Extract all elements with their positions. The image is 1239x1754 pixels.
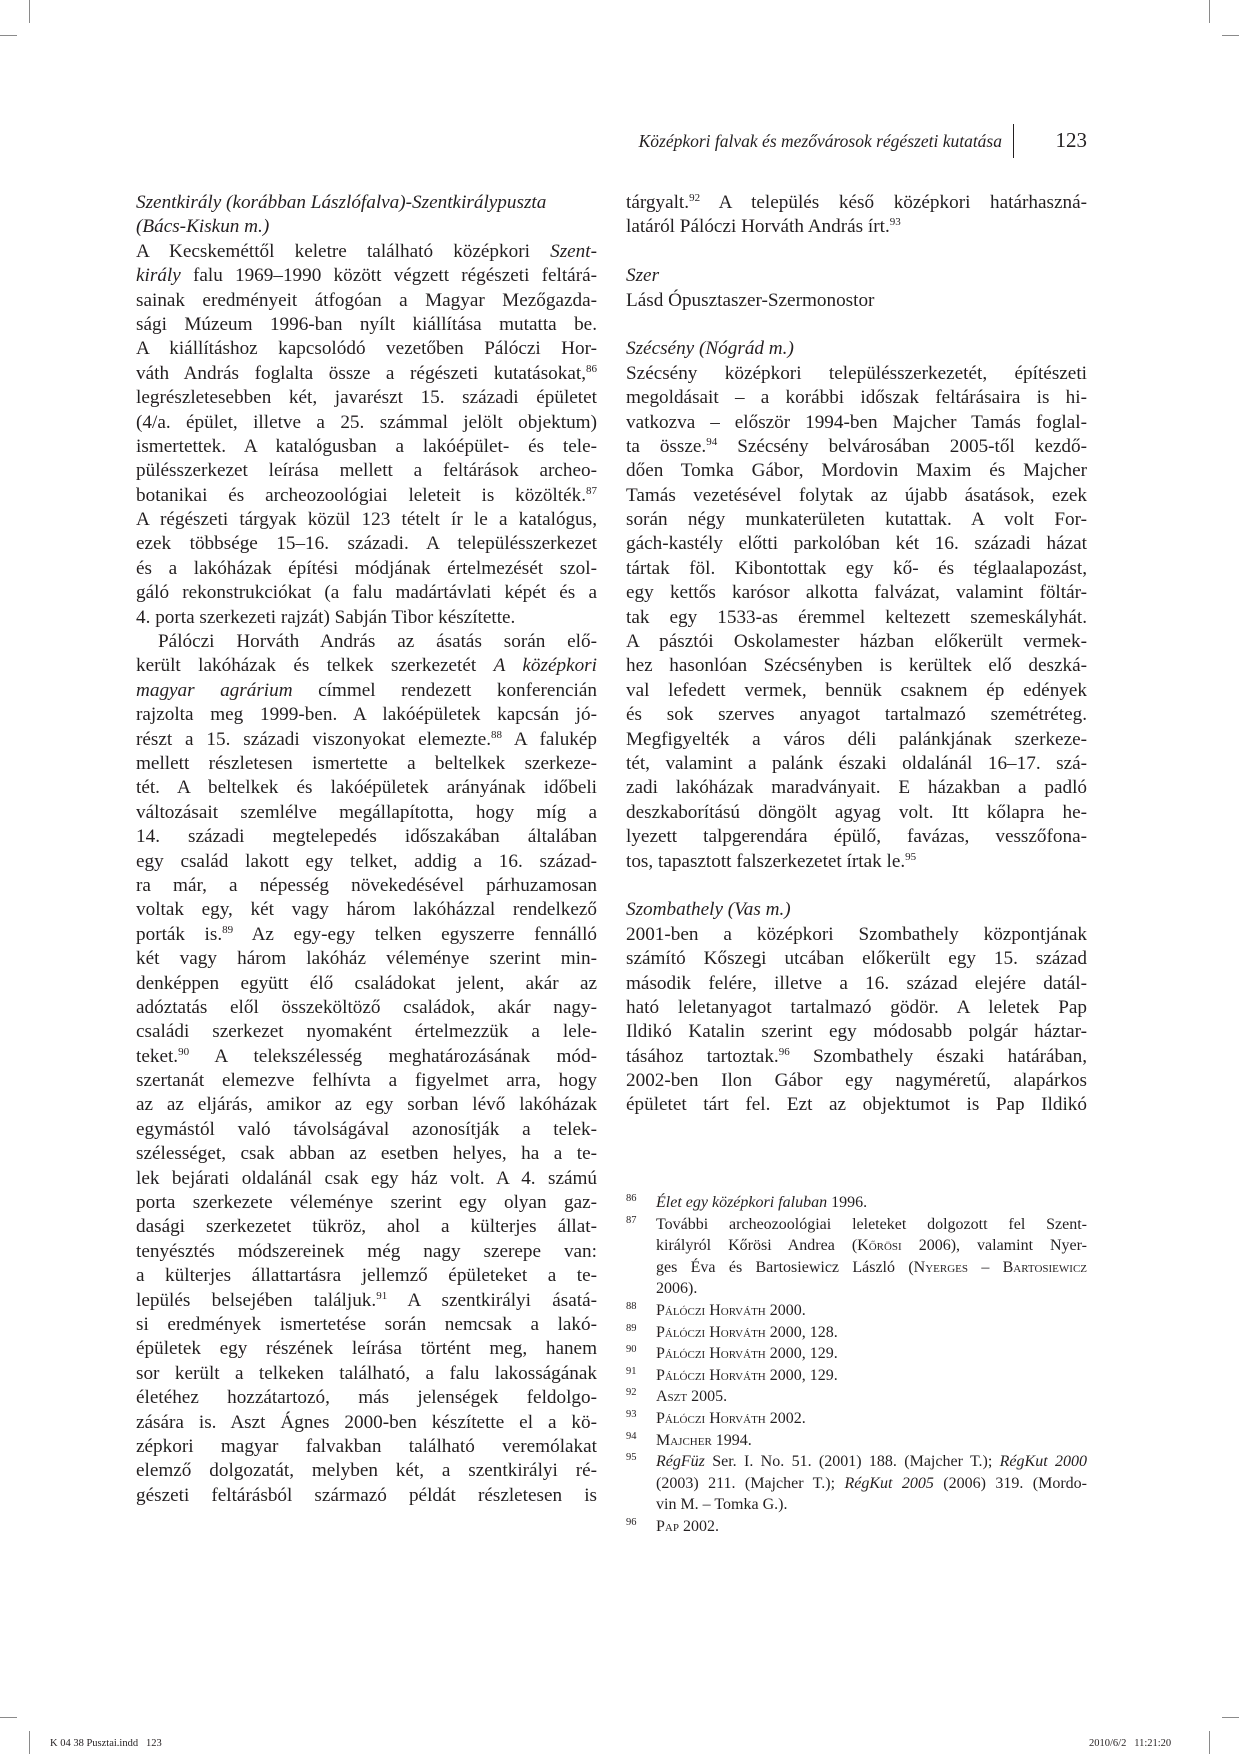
footnote-line: Pap 2002. — [656, 1517, 719, 1535]
text-line: gách-kastély előtti parkolóban két 16. századi házat — [626, 533, 1087, 555]
text-line: Szécsény középkori településszerkezetét, építészeti — [626, 362, 1087, 384]
header-divider — [1013, 124, 1014, 158]
footnote-line: Pálóczi Horváth 2000, 128. — [656, 1323, 838, 1341]
footnote-reference: 94 — [706, 435, 718, 448]
footnote-number: 92 — [626, 1387, 637, 1399]
text-line: tos, tapasztott falszerkezetet írtak le.$^{95}$ — [626, 850, 917, 872]
text-line: lepülés belsejében találjuk.$^{91}$ A szentkirályi ásatá- — [136, 1289, 597, 1311]
text-line: ta össze.$^{94}$ Szécsény belvárosában 2005-től kezdő- — [626, 435, 1087, 457]
section-heading: Szombathely (Vas m.) — [626, 899, 791, 921]
footnote-number: 86 — [626, 1193, 637, 1204]
text-line: mellett részletesen ismertette a beltelkek szerkeze- — [136, 752, 597, 774]
left-column — [136, 191, 597, 1508]
italic-title: Szent- — [550, 240, 597, 262]
footnote-reference: 96 — [778, 1045, 790, 1058]
footnote — [626, 1408, 1087, 1430]
text-line: dően Tomka Gábor, Mordovin Maxim és Majcher — [626, 460, 1087, 482]
italic-title: A középkori — [493, 655, 597, 677]
text-line: során négy munkaterületen kutattak. A volt For- — [626, 509, 1087, 531]
footnote-reference: 92 — [689, 192, 701, 204]
text-line: ra már, a népesség növekedésével párhuzamosan — [136, 874, 597, 896]
text-line: életéhez hozzátartozó, más jelenségek feldolgo- — [136, 1387, 597, 1409]
footnote-number: 91 — [626, 1365, 637, 1377]
footnote-reference: 93 — [889, 216, 901, 229]
body-text — [136, 240, 597, 1508]
footnote — [626, 1300, 1087, 1322]
text-line: A pásztói Oskolamester házban előkerült vermek- — [626, 631, 1087, 653]
italic-title: RégFüz — [656, 1453, 705, 1471]
section-heading: Szécsény (Nógrád m.) — [626, 338, 794, 360]
text-line: és a lakóházak építési módjának értelmezését szol- — [136, 557, 597, 579]
footnote-line: Majcher 1994. — [656, 1431, 752, 1449]
footnote-line: Élet egy középkori faluban 1996. — [656, 1194, 868, 1211]
crop-mark — [1209, 0, 1210, 23]
text-line: tárgyalt.$^{92}$ A település késő középkori határhaszná- — [626, 192, 1087, 213]
text-line: sági Múzeum 1996-ban nyílt kiállítása mutatta be. — [136, 313, 597, 335]
author-name: Aszt — [656, 1388, 688, 1406]
author-name: Pálóczi Horváth — [656, 1323, 766, 1341]
text-line: tét, valamint a palánk északi oldalánál 16–17. szá- — [626, 752, 1087, 774]
text-line: Megfigyelték a város déli palánkjának szerkeze- — [626, 728, 1087, 750]
crop-mark — [1209, 1731, 1210, 1754]
footnote-reference: 87 — [586, 484, 597, 497]
italic-title: Élet egy középkori faluban — [656, 1194, 828, 1211]
slug-filename: K 04 38 Pusztai.indd 123 — [50, 1738, 162, 1749]
text-line: pülésszerkezet leírása mellett a feltárások archeo- — [136, 460, 597, 482]
text-line: épületet tárt fel. Ezt az objektumot is Pap Ildikó — [626, 1094, 1087, 1116]
footnote-number: 90 — [626, 1344, 637, 1356]
running-title: Középkori falvak és mezővárosok régészeti kutatása — [638, 131, 1002, 151]
text-line: dasági szerkezetet tükröz, ahol a külterjes állat- — [136, 1216, 597, 1238]
author-name: Pálóczi Horváth — [656, 1301, 766, 1319]
text-line: gáló rekonstrukciókat (a falu madártávlati képét és a — [136, 582, 597, 604]
text-line: egy család lakott egy telket, addig a 16. század- — [136, 850, 597, 872]
text-line: ismertettek. A katalógusban a lakóépület- és tele- — [136, 435, 597, 457]
right-column — [626, 191, 1087, 1118]
author-name: Kőrösi — [857, 1237, 902, 1255]
text-line: Tamás vezetésével folytak az újabb ásatások, ezek — [626, 484, 1087, 506]
footnote-line: Pálóczi Horváth 2000. — [656, 1301, 806, 1319]
text-line: zépkori magyar falvakban található veremólakat — [136, 1435, 597, 1457]
italic-title: magyar agrárium — [136, 679, 293, 701]
footnote-number: 93 — [626, 1408, 637, 1420]
footnote-number: 96 — [626, 1516, 637, 1528]
footnote-number: 87 — [626, 1214, 637, 1226]
text-line: voltak egy, két vagy három lakóházzal rendelkező — [136, 899, 597, 921]
text-line: sainak eredményeit átfogóan a Magyar Mezőgazda- — [136, 289, 597, 311]
footnote-line: Pálóczi Horváth 2000, 129. — [656, 1345, 838, 1363]
footnote-line: Pálóczi Horváth 2002. — [656, 1409, 806, 1427]
footnote-reference: 88 — [491, 728, 503, 741]
author-name: Majcher — [656, 1431, 712, 1449]
footnote-reference: 91 — [376, 1289, 388, 1302]
page-header — [600, 128, 1087, 158]
footnote-number: 88 — [626, 1300, 637, 1312]
text-line: tak egy 1533-as éremmel keltezett szemeskályhát. — [626, 606, 1087, 628]
text-line: számító Kőszegi utcában előkerült egy 15. század — [626, 948, 1087, 970]
text-line: a külterjes állattartásra jellemző épületeket a te- — [136, 1265, 597, 1287]
text-line: az az eljárás, amikor az egy sorban lévő lakóházak — [136, 1094, 597, 1116]
text-line: (4/a. épület, illetve a 25. számmal jelölt objektum) — [136, 411, 597, 433]
text-line: egymástól való távolságával azonosítják a telek- — [136, 1118, 597, 1140]
italic-title: király — [136, 265, 181, 287]
text-line: denképpen együtt élő családokat jelent, akár az — [136, 972, 597, 994]
footnote-line: RégFüz Ser. I. No. 51. (2001) 188. (Majcher T.); RégKut 2000 — [656, 1453, 1087, 1471]
text-line: tásához tartoztak.$^{96}$ Szombathely északi határában, — [626, 1045, 1087, 1067]
text-line: legrészletesebben két, javarészt 15. századi épületet — [136, 387, 597, 409]
text-line: 2002-ben Ilon Gábor egy nagyméretű, alapárkos — [626, 1070, 1087, 1092]
text-line: 14. századi megtelepedés időszakában általában — [136, 826, 597, 848]
section-heading: Szer — [626, 265, 660, 287]
text-line: családi szerkezet nyomaként értelmezzük a lele- — [136, 1021, 597, 1043]
footnote — [626, 1430, 1087, 1452]
footnote-number: 89 — [626, 1322, 637, 1334]
section-heading-county: (Bács-Kiskun m.) — [136, 216, 270, 238]
text-line: A Kecskeméttől keletre található középkori Szent- — [136, 240, 597, 262]
footnote — [626, 1451, 1087, 1516]
footnote — [626, 1365, 1087, 1387]
text-line: lek bejárati oldalánál csak egy ház volt. A 4. számú — [136, 1167, 597, 1189]
body-text — [626, 923, 1087, 1118]
text-line: két vagy három lakóház véleménye szerint min- — [136, 948, 597, 970]
text-line: lyezett talpgerendára épülő, favázas, vesszőfona- — [626, 826, 1087, 848]
body-text — [626, 362, 1087, 874]
text-line: változásait szemlélve megállapította, hogy míg a — [136, 801, 597, 823]
text-line: val lefedett vermek, bennük csaknem ép edények — [626, 679, 1087, 701]
text-line: második felére, illetve a 16. század elejére datál- — [626, 972, 1087, 994]
text-line: botanikai és archeozoológiai leleteit is közölték.$^{87}$ — [136, 484, 597, 506]
text-line: részt a 15. századi viszonyokat elemezte.$^{88}$ A falukép — [136, 728, 597, 750]
text-line: és sok szerves anyagot tartalmazó szemétréteg. — [626, 704, 1087, 726]
text-line: zására is. Aszt Ágnes 2000-ben készítette el a kö- — [136, 1411, 597, 1433]
slug-timestamp: 2010/6/2 11:21:20 — [1089, 1738, 1172, 1749]
footnote-line: vin M. – Tomka G.). — [656, 1496, 788, 1514]
footnote-reference: 95 — [905, 850, 917, 863]
text-line: tét. A beltelkek és lakóépületek arányának időbeli — [136, 777, 597, 799]
text-line: si eredmények ismertetése során nemcsak a lakó- — [136, 1313, 597, 1335]
text-line: teket.$^{90}$ A telekszélesség meghatározásának mód- — [136, 1045, 597, 1067]
text-line: Pálóczi Horváth András az ásatás során elő- — [158, 631, 597, 653]
footnote-reference: 86 — [586, 362, 597, 375]
text-line: elemző dolgozatát, melyben két, a szentkirályi ré- — [136, 1460, 597, 1482]
text-line: szertanát elemezve felhívta a figyelmet arra, hogy — [136, 1070, 597, 1092]
text-line: magyar agrárium címmel rendezett konferencián — [136, 679, 597, 701]
text-line: tártak föl. Kibontottak egy kő- és téglaalapozást, — [626, 557, 1087, 579]
text-line: került lakóházak és telkek szerkezetét A középkori — [136, 655, 597, 677]
footnote — [626, 1322, 1087, 1344]
crop-mark — [0, 35, 17, 36]
author-name: Pap — [656, 1517, 679, 1535]
crop-mark — [29, 0, 30, 23]
text-line: király falu 1969–1990 között végzett régészeti feltárá- — [136, 265, 597, 287]
footnote-number: 95 — [626, 1452, 637, 1464]
text-line: A kiállításhoz kapcsolódó vezetőben Pálóczi Hor- — [136, 338, 597, 360]
footnote-reference: 89 — [222, 923, 234, 936]
footnote-line: (2003) 211. (Majcher T.); RégKut 2005 (2006) 319. (Mordo- — [656, 1474, 1088, 1492]
text-line: ezek többsége 15–16. századi. A településszerkezet — [136, 533, 597, 555]
text-line: tenyésztés módszereinek még nagy szerepe van: — [136, 1240, 597, 1262]
author-name: Pálóczi Horváth — [656, 1409, 766, 1427]
text-line: hez hasonlóan Szécsényben is kerültek elő deszká- — [626, 655, 1087, 677]
text-line: megoldásait – a korábbi időszak feltárásaira is hi- — [626, 387, 1087, 409]
text-line: porták is.$^{89}$ Az egy-egy telken egyszerre fennálló — [136, 923, 597, 945]
text-line: gészeti feltárásból származó példát részletesen is — [136, 1484, 597, 1506]
text-line: ható leletanyagot tartalmazó gödör. A leletek Pap — [626, 996, 1087, 1018]
footnote — [626, 1516, 1087, 1538]
italic-title: RégKut 2000 — [999, 1453, 1087, 1471]
footnote-number: 94 — [626, 1430, 637, 1442]
text-line: 4. porta szerkezeti rajzát) Sabján Tibor készítette. — [136, 606, 516, 628]
text-line: A régészeti tárgyak közül 123 tételt ír le a katalógus, — [136, 509, 597, 531]
footnotes — [626, 1192, 1087, 1538]
footnote-line: Aszt 2005. — [656, 1388, 728, 1406]
footnote-reference: 90 — [178, 1045, 190, 1058]
text-line: egy kettős karósor alkotta falvázat, valamint föltár- — [626, 582, 1087, 604]
cross-reference: Lásd Ópusztaszer-Szermonostor — [626, 289, 875, 311]
footnote — [626, 1386, 1087, 1408]
footnote-line: További archeozoológiai leleteket dolgozott fel Szent- — [656, 1215, 1087, 1233]
body-text-continued — [626, 191, 1087, 240]
footnote-line: 2006). — [656, 1280, 698, 1298]
italic-title: RégKut 2005 — [844, 1474, 934, 1492]
text-line: épületek egy részének leírása történt meg, hanem — [136, 1338, 597, 1360]
text-line: deszkaborítású döngölt agyag volt. Itt kőlapra he- — [626, 801, 1087, 823]
footnote — [626, 1214, 1087, 1300]
crop-mark — [1222, 35, 1239, 36]
text-line: latáról Pálóczi Horváth András írt.$^{93}$ — [626, 216, 901, 238]
footnote — [626, 1192, 1087, 1214]
text-line: porta szerkezete véleménye szerint egy olyan gaz- — [136, 1192, 597, 1214]
footnote-line: királyról Kőrösi Andrea (Kőrösi 2006), valamint Nyer- — [656, 1237, 1087, 1255]
text-line: vatkozva – először 1994-ben Majcher Tamás foglal- — [626, 411, 1087, 433]
text-line: zadi lakóházak maradványait. E házakban a padló — [626, 777, 1087, 799]
footnote-line: Pálóczi Horváth 2000, 129. — [656, 1366, 838, 1384]
author-name: Nyerges – Bartosiewicz — [913, 1258, 1087, 1276]
crop-mark — [1222, 1717, 1239, 1718]
text-line: 2001-ben a középkori Szombathely központjának — [626, 923, 1087, 945]
text-line: adóztatás elől összeköltöző családok, akár nagy- — [136, 996, 597, 1018]
section-heading: Szentkirály (korábban Lászlófalva)-Szentkirálypuszta — [136, 192, 547, 213]
text-line: Ildikó Katalin szerint egy módosabb polgár háztar- — [626, 1021, 1087, 1043]
footnote-line: ges Éva és Bartosiewicz László (Nyerges – Bartosiewicz — [656, 1258, 1087, 1276]
text-line: szélességet, csak abban az esetben helyes, ha a te- — [136, 1143, 597, 1165]
text-line: rajzolta meg 1999-ben. A lakóépületek kapcsán jó- — [136, 704, 597, 726]
author-name: Pálóczi Horváth — [656, 1345, 766, 1363]
author-name: Pálóczi Horváth — [656, 1366, 766, 1384]
text-line: sor került a telkeken található, a falu lakosságának — [136, 1362, 597, 1384]
crop-mark — [29, 1731, 30, 1754]
footnote — [626, 1343, 1087, 1365]
crop-mark — [0, 1717, 17, 1718]
text-line: váth András foglalta össze a régészeti kutatásokat,$^{86}$ — [136, 362, 597, 384]
page-number: 123 — [1055, 128, 1087, 152]
